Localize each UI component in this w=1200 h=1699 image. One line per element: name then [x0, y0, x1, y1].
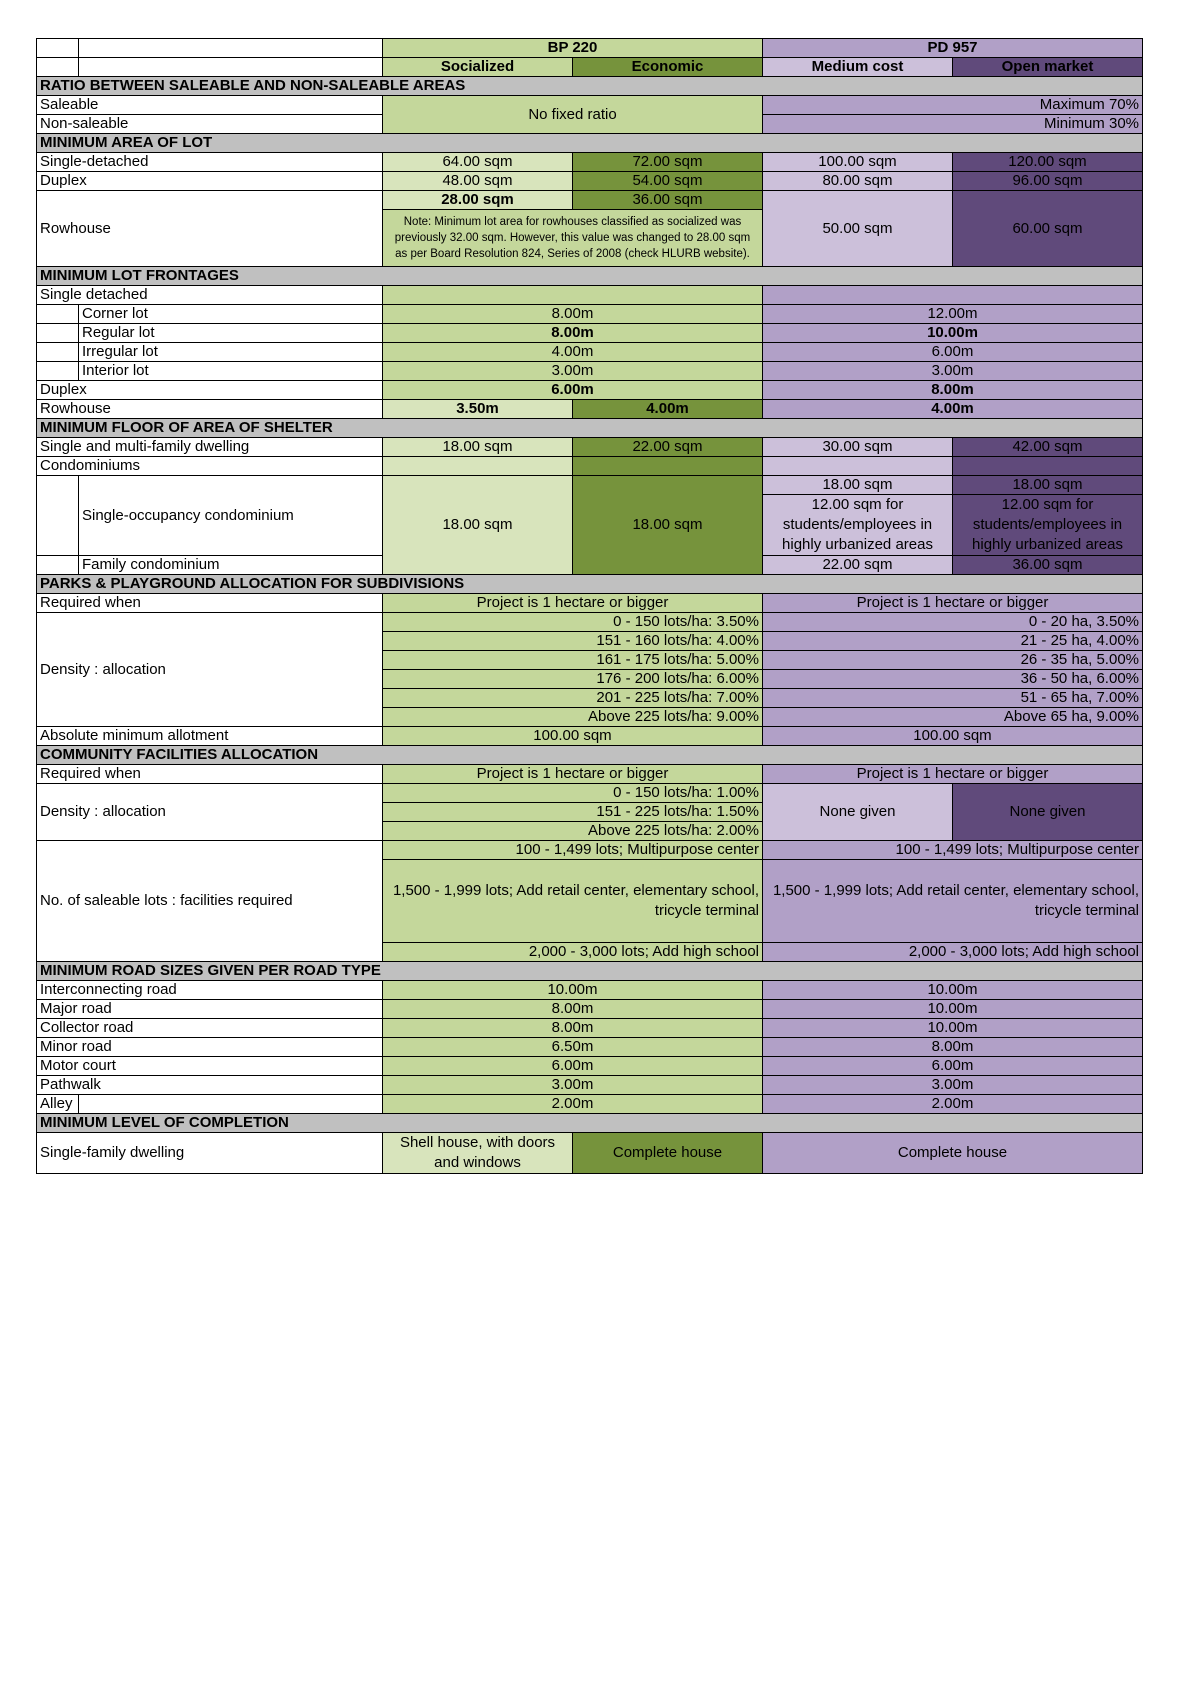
row-label: Motor court — [37, 1057, 383, 1076]
cell-empty — [573, 457, 763, 476]
row-label: Required when — [37, 765, 383, 784]
section-completion: MINIMUM LEVEL OF COMPLETION — [37, 1114, 1143, 1133]
section-community: COMMUNITY FACILITIES ALLOCATION — [37, 746, 1143, 765]
row-label: Absolute minimum allotment — [37, 727, 383, 746]
cell-pd: 8.00m — [763, 381, 1143, 400]
cell-pd: Project is 1 hectare or bigger — [763, 765, 1143, 784]
table-row — [37, 1038, 1143, 1057]
cell-open: 120.00 sqm — [953, 153, 1143, 172]
row-label: Single-family dwelling — [37, 1133, 383, 1174]
table-row — [37, 765, 1143, 784]
cell-economic: 4.00m — [573, 400, 763, 419]
cell-bp: Above 225 lots/ha: 9.00% — [383, 708, 763, 727]
row-label: Regular lot — [79, 324, 383, 343]
cell-economic: 22.00 sqm — [573, 438, 763, 457]
table-row — [37, 172, 1143, 191]
cell-pd: 4.00m — [763, 400, 1143, 419]
cell-bp: 4.00m — [383, 343, 763, 362]
cell-medium: 30.00 sqm — [763, 438, 953, 457]
table-row — [37, 400, 1143, 419]
empty-cell — [79, 39, 383, 58]
table-row — [37, 1095, 1143, 1114]
row-label: Pathwalk — [37, 1076, 383, 1095]
table-row — [37, 191, 1143, 210]
medium-cost-header: Medium cost — [763, 58, 953, 77]
row-label: Duplex — [37, 172, 383, 191]
indent-cell — [37, 305, 79, 324]
empty-cell — [79, 58, 383, 77]
table-row — [37, 381, 1143, 400]
table-row — [37, 594, 1143, 613]
cell-pd: 51 - 65 ha, 7.00% — [763, 689, 1143, 708]
row-label: Non-saleable — [37, 115, 383, 134]
row-label: No. of saleable lots : facilities required — [37, 841, 383, 962]
row-label: Collector road — [37, 1019, 383, 1038]
cell-pd: 0 - 20 ha, 3.50% — [763, 613, 1143, 632]
cell-pd: 21 - 25 ha, 4.00% — [763, 632, 1143, 651]
cell-bp: 2,000 - 3,000 lots; Add high school — [383, 943, 763, 962]
indent-cell — [37, 556, 79, 575]
cell-bp: 100.00 sqm — [383, 727, 763, 746]
cell-open: 36.00 sqm — [953, 556, 1143, 575]
cell-bp: 8.00m — [383, 1000, 763, 1019]
row-label: Rowhouse — [37, 191, 383, 267]
cell-economic: 54.00 sqm — [573, 172, 763, 191]
row-label: Corner lot — [79, 305, 383, 324]
cell-medium-urban: 12.00 sqm for students/employees in highly urbanized areas — [763, 495, 953, 556]
cell-pd: 10.00m — [763, 1019, 1143, 1038]
table-row — [37, 305, 1143, 324]
table-row — [37, 362, 1143, 381]
row-label: Density : allocation — [37, 784, 383, 841]
cell-medium: 50.00 sqm — [763, 191, 953, 267]
cell-medium: 100.00 sqm — [763, 153, 953, 172]
table-row — [37, 476, 1143, 495]
cell-pd: Above 65 ha, 9.00% — [763, 708, 1143, 727]
table-row — [37, 324, 1143, 343]
section-shelter: MINIMUM FLOOR OF AREA OF SHELTER — [37, 419, 1143, 438]
table-row — [37, 1057, 1143, 1076]
table-row — [37, 1019, 1143, 1038]
cell-bp: 3.00m — [383, 362, 763, 381]
row-label: Condominiums — [37, 457, 383, 476]
cell-pd: 8.00m — [763, 1038, 1143, 1057]
row-label: Minor road — [37, 1038, 383, 1057]
cell-bp: 8.00m — [383, 324, 763, 343]
row-label: Single-detached — [37, 153, 383, 172]
cell-bp: 2.00m — [383, 1095, 763, 1114]
cell-bp: Above 225 lots/ha: 2.00% — [383, 822, 763, 841]
cell-pd: 2,000 - 3,000 lots; Add high school — [763, 943, 1143, 962]
indent-cell — [37, 324, 79, 343]
cell-economic: 18.00 sqm — [573, 476, 763, 575]
row-label: Alley — [37, 1095, 79, 1114]
row-label: Required when — [37, 594, 383, 613]
pd-non-saleable-value: Minimum 30% — [763, 115, 1143, 134]
cell-empty — [763, 457, 953, 476]
cell-pd: Project is 1 hectare or bigger — [763, 594, 1143, 613]
indent-cell — [37, 476, 79, 556]
cell-pd-empty — [763, 286, 1143, 305]
row-label: Interior lot — [79, 362, 383, 381]
cell-socialized: 64.00 sqm — [383, 153, 573, 172]
row-label: Single and multi-family dwelling — [37, 438, 383, 457]
cell-bp: 151 - 160 lots/ha: 4.00% — [383, 632, 763, 651]
economic-header: Economic — [573, 58, 763, 77]
table-row — [37, 1133, 1143, 1174]
cell-bp: 8.00m — [383, 1019, 763, 1038]
bp-ratio-value: No fixed ratio — [383, 96, 763, 134]
section-frontages: MINIMUM LOT FRONTAGES — [37, 267, 1143, 286]
cell-pd: 1,500 - 1,999 lots; Add retail center, elementary school, tricycle terminal — [763, 860, 1143, 943]
cell-economic: Complete house — [573, 1133, 763, 1174]
cell-bp: 6.00m — [383, 381, 763, 400]
cell-pd: 36 - 50 ha, 6.00% — [763, 670, 1143, 689]
cell-pd: 10.00m — [763, 1000, 1143, 1019]
cell-medium: 22.00 sqm — [763, 556, 953, 575]
table-row — [37, 343, 1143, 362]
cell-pd: 10.00m — [763, 324, 1143, 343]
cell-bp: 151 - 225 lots/ha: 1.50% — [383, 803, 763, 822]
pd-saleable-value: Maximum 70% — [763, 96, 1143, 115]
table-row — [37, 1076, 1143, 1095]
cell-open: 96.00 sqm — [953, 172, 1143, 191]
table-row — [37, 613, 1143, 632]
cell-pd: 2.00m — [763, 1095, 1143, 1114]
cell-open-urban: 12.00 sqm for students/employees in highly urbanized areas — [953, 495, 1143, 556]
cell-bp: Project is 1 hectare or bigger — [383, 765, 763, 784]
cell-pd: 100.00 sqm — [763, 727, 1143, 746]
cell-pd: 3.00m — [763, 1076, 1143, 1095]
section-lot-area: MINIMUM AREA OF LOT — [37, 134, 1143, 153]
cell-open: 18.00 sqm — [953, 476, 1143, 495]
empty-cell — [37, 39, 79, 58]
cell-empty — [953, 457, 1143, 476]
cell-open: None given — [953, 784, 1143, 841]
header-row-law — [37, 39, 1143, 58]
rowhouse-note: Note: Minimum lot area for rowhouses classified as socialized was previously 32.00 sqm. However, this value was changed to 28.00 sqm as per Board Resolution 824, Series of 2008 (check HLURB website). — [383, 210, 763, 267]
indent-cell — [37, 362, 79, 381]
cell-pd: 3.00m — [763, 362, 1143, 381]
cell-pd: 10.00m — [763, 981, 1143, 1000]
cell-bp: 201 - 225 lots/ha: 7.00% — [383, 689, 763, 708]
pd957-header: PD 957 — [763, 39, 1143, 58]
row-label: Interconnecting road — [37, 981, 383, 1000]
empty-cell — [37, 58, 79, 77]
row-label: Rowhouse — [37, 400, 383, 419]
table-row — [37, 727, 1143, 746]
cell-bp: 1,500 - 1,999 lots; Add retail center, elementary school, tricycle terminal — [383, 860, 763, 943]
socialized-header: Socialized — [383, 58, 573, 77]
cell-medium: None given — [763, 784, 953, 841]
cell-socialized: 48.00 sqm — [383, 172, 573, 191]
row-label: Major road — [37, 1000, 383, 1019]
cell-bp: 0 - 150 lots/ha: 1.00% — [383, 784, 763, 803]
cell-socialized: 28.00 sqm — [383, 191, 573, 210]
cell-bp: Project is 1 hectare or bigger — [383, 594, 763, 613]
table-row — [37, 96, 1143, 115]
cell-economic: 72.00 sqm — [573, 153, 763, 172]
cell-pd: 6.00m — [763, 343, 1143, 362]
cell-pd: 6.00m — [763, 1057, 1143, 1076]
cell-open: 42.00 sqm — [953, 438, 1143, 457]
cell-bp: 8.00m — [383, 305, 763, 324]
cell-bp: 3.00m — [383, 1076, 763, 1095]
table-row — [37, 1000, 1143, 1019]
cell-medium: 80.00 sqm — [763, 172, 953, 191]
table-row — [37, 784, 1143, 803]
table-row — [37, 981, 1143, 1000]
table-row — [37, 438, 1143, 457]
housing-standards-table — [36, 38, 1143, 1174]
open-market-header: Open market — [953, 58, 1143, 77]
row-label: Saleable — [37, 96, 383, 115]
cell-bp: 100 - 1,499 lots; Multipurpose center — [383, 841, 763, 860]
cell-bp: 6.00m — [383, 1057, 763, 1076]
row-label: Density : allocation — [37, 613, 383, 727]
table-row — [37, 153, 1143, 172]
row-label: Single-occupancy condominium — [79, 476, 383, 556]
section-roads: MINIMUM ROAD SIZES GIVEN PER ROAD TYPE — [37, 962, 1143, 981]
cell-empty — [383, 457, 573, 476]
header-row-category — [37, 58, 1143, 77]
section-ratio: RATIO BETWEEN SALEABLE AND NON-SALEABLE AREAS — [37, 77, 1143, 96]
cell-bp-empty — [383, 286, 763, 305]
cell-pd: 12.00m — [763, 305, 1143, 324]
cell-socialized: 3.50m — [383, 400, 573, 419]
section-parks: PARKS & PLAYGROUND ALLOCATION FOR SUBDIVISIONS — [37, 575, 1143, 594]
row-label: Duplex — [37, 381, 383, 400]
cell-pd: 26 - 35 ha, 5.00% — [763, 651, 1143, 670]
cell-open: 60.00 sqm — [953, 191, 1143, 267]
row-label: Family condominium — [79, 556, 383, 575]
bp220-header: BP 220 — [383, 39, 763, 58]
cell-bp: 10.00m — [383, 981, 763, 1000]
cell-economic: 36.00 sqm — [573, 191, 763, 210]
cell-bp: 176 - 200 lots/ha: 6.00% — [383, 670, 763, 689]
cell-bp: 0 - 150 lots/ha: 3.50% — [383, 613, 763, 632]
table-row — [37, 457, 1143, 476]
table-row — [37, 286, 1143, 305]
cell-bp: 6.50m — [383, 1038, 763, 1057]
cell-socialized: 18.00 sqm — [383, 438, 573, 457]
empty-cell — [79, 1095, 383, 1114]
cell-pd: 100 - 1,499 lots; Multipurpose center — [763, 841, 1143, 860]
row-label: Single detached — [37, 286, 383, 305]
cell-bp: 161 - 175 lots/ha: 5.00% — [383, 651, 763, 670]
row-label: Irregular lot — [79, 343, 383, 362]
cell-socialized: 18.00 sqm — [383, 476, 573, 575]
cell-medium: 18.00 sqm — [763, 476, 953, 495]
cell-pd: Complete house — [763, 1133, 1143, 1174]
cell-socialized: Shell house, with doors and windows — [383, 1133, 573, 1174]
table-row — [37, 841, 1143, 860]
indent-cell — [37, 343, 79, 362]
